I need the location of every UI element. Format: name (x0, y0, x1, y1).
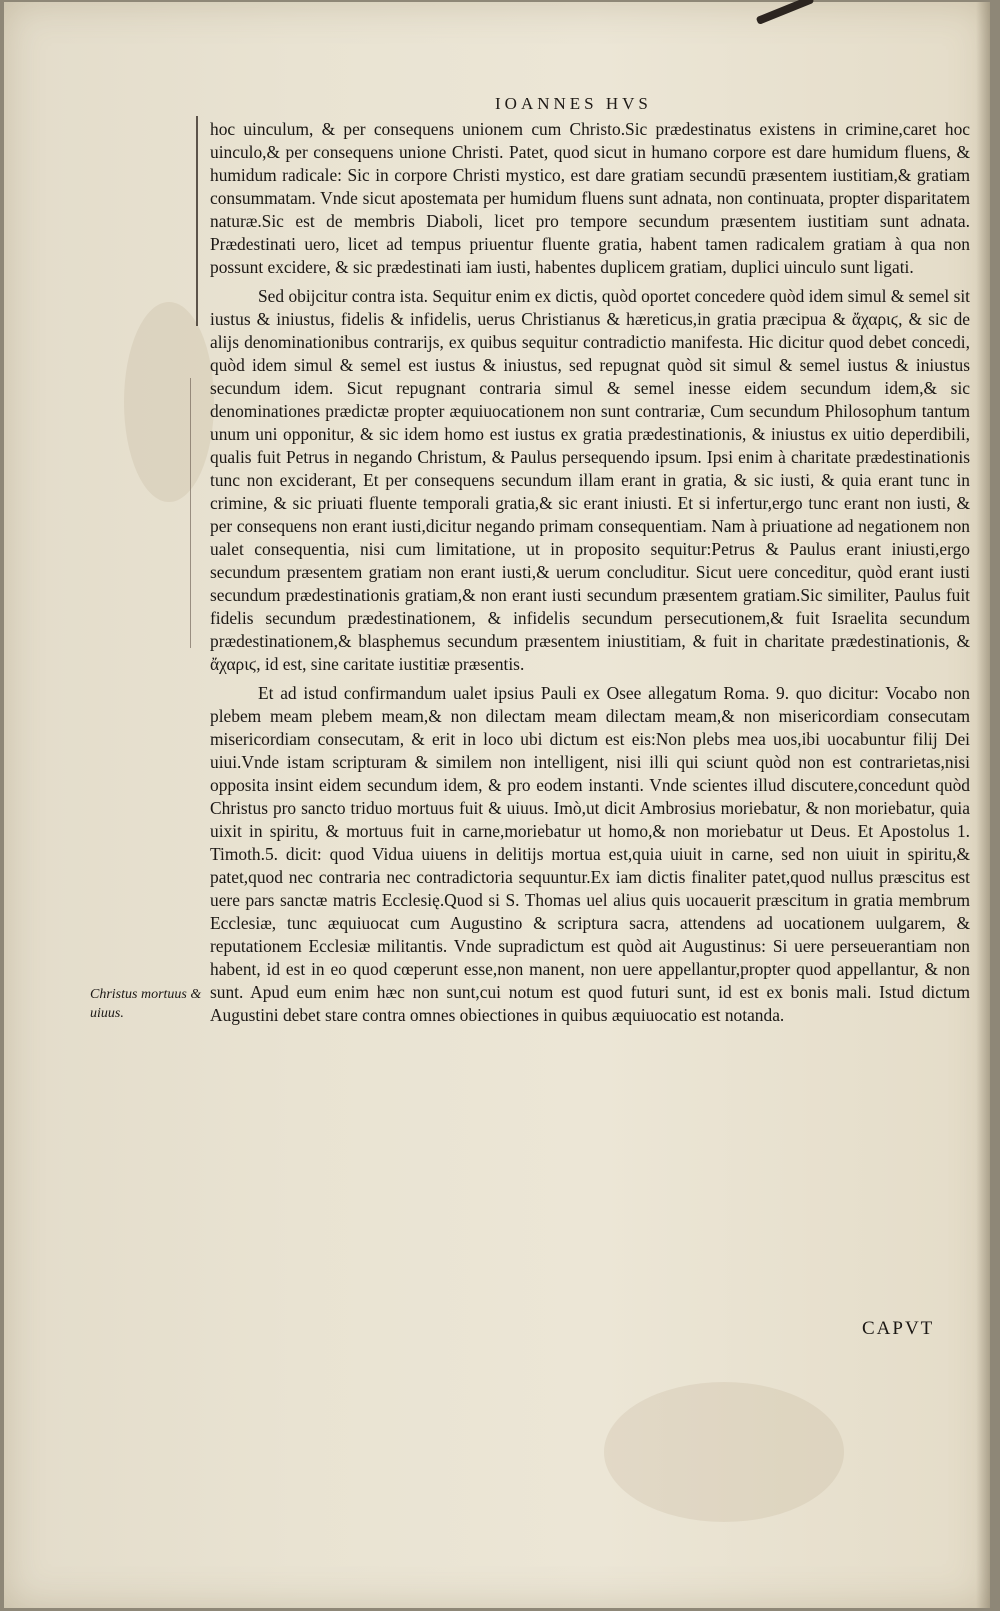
running-head: IOANNES HVS (495, 94, 652, 113)
body-text (210, 118, 970, 1033)
marginal-note: Christus mortuus & uiuus. (90, 987, 202, 1021)
margin-ink-line (190, 378, 191, 648)
paragraph: Sed obijcitur contra ista. Sequitur enim ex dictis, quòd oportet concedere quòd idem simul & semel sit iustus & iniustus, fidelis & infidelis, uerus Christianus & hæreticus,in gratia præcipua & ἄχαριϛ, & sic de alijs denominationibus contrarijs, ex quibus sequitur contradictio manifesta. Hic dicitur quod debet concedi, quòd idem simul & semel est iustus & iniustus, sed repugnat quòd sit simul & semel iustus & iniustus secundum idem. Sicut repugnant contraria simul & semel inesse eidem secundum idem,& sic denominationes prædictæ propter æquiuocationem non sunt contrariæ, Cum secundum Philosophum tantum unum uni opponitur, & sic idem homo est iustus ex gratia prædestinationis, & iniustus ex uitio deperdibili, qualis fuit Petrus in negando Christum, & Paulus persequendo ipsum. Ipsi enim à charitate prædestinationis tunc non exciderant, Et per consequens secundum illam erant in gratia, & sic iusti, & quia erant tunc in crimine, & sic priuati fluente temporali gratia,& sic erant iniusti. Et si infertur,ergo tunc erant non iusti, & per consequens non erant iusti,dicitur negando primam consequentiam. Nam à priuatione ad negationem non ualet consequentia, nisi cum limitatione, ut in proposito sequitur:Petrus & Paulus erant iniusti,ergo secundum præsentem gratiam non erant iusti,& uerum concluditur. Sicut uere conceditur, quòd erant iusti secundum prædestinationis gratiam,& non erant iusti secundum præsentem gratiam.Sic similiter, Paulus fuit fidelis secundum prædestinationem, & infidelis secundum persecutionem,& fuit Israelita secundum prædestinationem,& blasphemus secundum præsentem iniustitiam, & fuit in charitate prædestinationis, & ἄχαριϛ, id est, sine caritate iustitiæ præsentis. (210, 286, 970, 674)
paper-stain (124, 302, 214, 502)
paragraph: Et ad istud confirmandum ualet ipsius Pauli ex Osee allegatum Roma. 9. quo dicitur: Vocabo non plebem meam plebem meam,& non dilectam meam dilectam meam,& non misericordiam consecutam misericordiam consecutam, & erit in loco ubi dictum est eis:Non plebs mea uos,ibi uocabuntur filij Dei uiui.Vnde istam scripturam & similem non intelligent, nisi illi qui sciunt quòd non est contrarietas,nisi opposita insint eidem secundum idem, & pro eodem instanti. Vnde scientes illud discutere,concedunt quòd Christus pro sancto triduo mortuus fuit & uiuus. Imò,ut dicit Ambrosius moriebatur, & non moriebatur, quia uixit in spiritu, & mortuus fuit in carne,moriebatur ut homo,& non moriebatur ut Deus. Et Apostolus 1. Timoth.5. dicit: quod Vidua uiuens in delitijs mortua est,quia uiuit in carne, sed non uiuit in spiritu,& patet,quod nec contraria nec contradictoria sequuntur.Ex iam dictis finaliter patet,quod nullus præscitus est uere pars sanctæ matris Ecclesię.Quod si S. Thomas uel alius quis uocauerit præscitum in gratia membrum Ecclesiæ, tunc æquiuocat cum Augustino & scriptura sacra, attendens ad uocationem uulgarem, & reputationem Ecclesiæ militantis. Vnde supradictum est quòd ait Augustinus: Si uere perseuerantiam non habent, id est in eo quod cœperunt esse,non manent, non uere appellantur,propter quod appellantur, & non sunt. Apud eum enim hæc non sunt,cui notum est quod futuri sunt, id est ex bonis mali. Istud dictum Augustini debet stare contra omnes obiectiones in quibus æquiuocatio est notanda. (210, 683, 970, 1025)
catchword: CAPVT (862, 1318, 935, 1339)
paper-stain (604, 1382, 844, 1522)
page-edge-shadow (976, 2, 990, 1608)
paragraph: hoc uinculum, & per consequens unionem cum Christo.Sic prædestinatus existens in crimine,caret hoc uinculo,& per consequens unione Christi. Patet, quod sicut in humano corpore est dare humidum fluens, & humidum radicale: Sic in corpore Christi mystico, est dare gratiam secundū præsentem iustitiam,& gratiam consummatam. Vnde sicut apostemata per humidum fluens sunt adnata, non continuata, propter disparitatem naturæ.Sic est de membris Diaboli, licet pro tempore secundum præsentem iustitiam sunt adnata. Prædestinati uero, licet ad tempus priuentur fluente gratia, habent tamen radicalem gratiam à qua non possunt excidere, & sic prædestinati iam iusti, habentes duplicem gratiam, duplici uinculo sunt ligati. (210, 119, 970, 277)
margin-ink-line (196, 116, 198, 326)
